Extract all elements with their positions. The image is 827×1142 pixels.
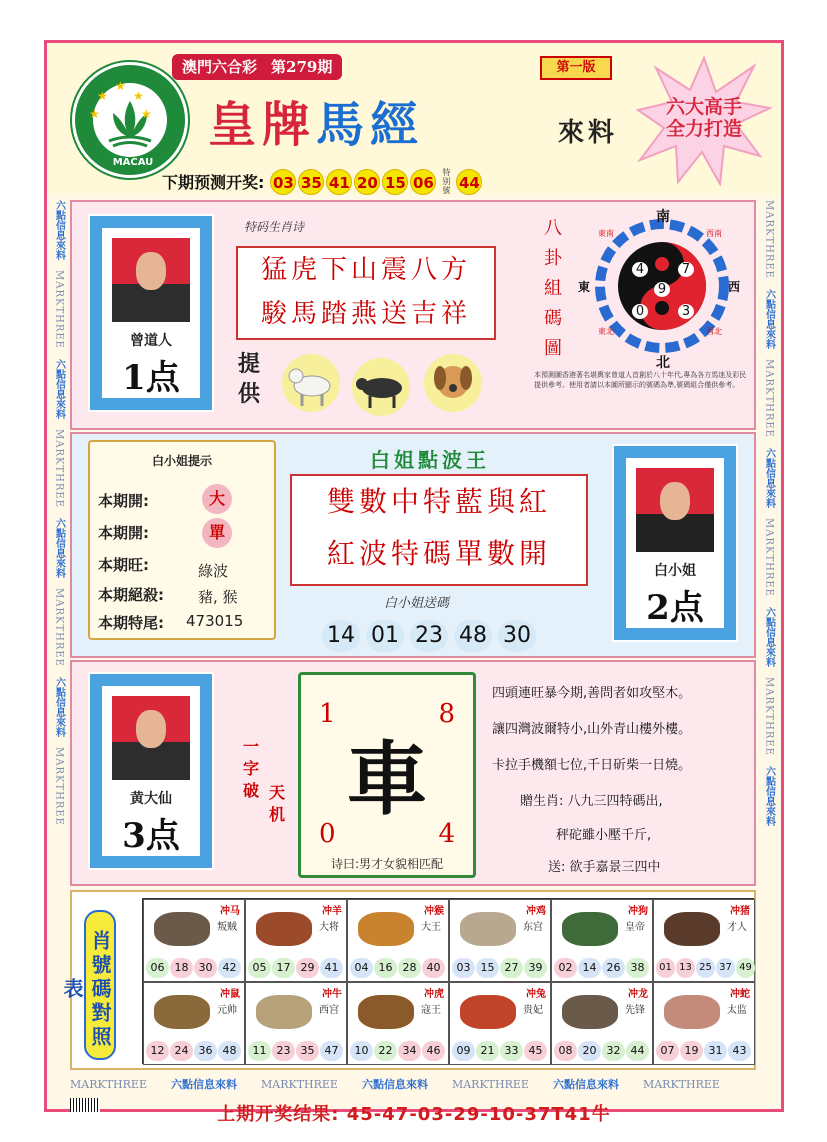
- zodiac-number: 14: [578, 958, 601, 978]
- zodiac-numbers: [248, 1041, 343, 1061]
- ox-icon: [352, 358, 410, 416]
- star-icon: ★: [97, 89, 108, 103]
- zodiac-cell: [347, 899, 449, 982]
- zodiac-number: 10: [350, 1041, 373, 1061]
- portrait-photo: [112, 238, 190, 322]
- bagua-number: 4: [632, 262, 648, 277]
- zodiac-title: 叛贼: [217, 922, 237, 933]
- monkey-icon: [358, 995, 414, 1029]
- burst-line-1: 六大高手: [665, 96, 742, 118]
- zodiac-numbers: [350, 958, 445, 978]
- strip-brand-cn: 六點信息來料: [170, 1078, 237, 1091]
- sidebar-brand-en: MARKTHREE: [763, 676, 775, 756]
- zodiac-number: 25: [696, 958, 715, 978]
- card-corner-bl: 0: [319, 819, 336, 849]
- issue-banner: [172, 54, 342, 80]
- zodiac-number: 40: [422, 958, 445, 978]
- zodiac-clash: 冲狗: [628, 906, 648, 917]
- dog-icon: [562, 995, 618, 1029]
- zodiac-cell: [245, 982, 347, 1065]
- result-label: 上期开奖结果:: [217, 1104, 340, 1125]
- zodiac-number: 20: [578, 1041, 601, 1061]
- sidebar-brand-cn: 六點信息來料: [763, 288, 775, 349]
- zodiac-cell: [143, 982, 245, 1065]
- title-part-red: 皇牌: [208, 97, 317, 153]
- zodiac-numbers: [350, 1041, 445, 1061]
- rat-icon: [154, 912, 210, 946]
- zodiac-clash: 冲龙: [628, 989, 648, 1000]
- bagua-sw: 西南: [706, 229, 722, 238]
- bagua-se: 東南: [598, 229, 614, 238]
- zodiac-number: 43: [728, 1041, 751, 1061]
- sidebar-brand-en: MARKTHREE: [53, 587, 65, 667]
- poem-line: 四頭連旺暴今期,善問者如攻堅木。: [492, 686, 692, 701]
- zodiac-number: 27: [500, 958, 523, 978]
- poem-line: 贈生肖: 八九三四特碼出,: [520, 794, 663, 809]
- zodiac-numbers: [554, 1041, 649, 1061]
- poem-line: 卡拉手機額七位,千日斫柴一日燒。: [492, 758, 692, 773]
- hint-label: 本期開:: [98, 492, 149, 510]
- zodiac-numbers: [248, 958, 343, 978]
- number-ball: 14: [322, 620, 360, 652]
- card-corner-tl: 1: [319, 699, 336, 729]
- bagua-west: 西: [728, 280, 741, 294]
- portrait-inner: [626, 458, 724, 628]
- zodiac-clash: 冲羊: [322, 906, 342, 917]
- zodiac-number: 12: [146, 1041, 169, 1061]
- bagua-number: 0: [632, 304, 648, 319]
- zodiac-number: 22: [374, 1041, 397, 1061]
- zodiac-clash: 冲虎: [424, 989, 444, 1000]
- portrait-card: [88, 214, 214, 412]
- goat-icon: [256, 995, 312, 1029]
- lottery-name: 澳門六合彩: [182, 58, 258, 76]
- character-card: [298, 672, 476, 878]
- emblem-caption: MACAU: [112, 157, 154, 168]
- zodiac-number: 04: [350, 958, 373, 978]
- zodiac-number: 36: [194, 1041, 217, 1061]
- dragon-icon: [562, 912, 618, 946]
- zodiac-number: 19: [680, 1041, 703, 1061]
- zodiac-grid: [142, 898, 754, 1064]
- zodiac-number: 30: [194, 958, 217, 978]
- zodiac-number: 42: [218, 958, 241, 978]
- bagua-number: 9: [654, 282, 670, 297]
- poem-line-1: 猛虎下山震八方: [260, 255, 471, 285]
- goat-icon: [282, 354, 340, 412]
- burst-line-2: 全力打造: [665, 118, 742, 140]
- zodiac-number: 29: [296, 958, 319, 978]
- zodiac-title: 元帅: [217, 1005, 237, 1016]
- number-ball: 23: [410, 620, 448, 652]
- sidebar-brand-cn: 六點信息來料: [763, 606, 775, 667]
- right-sidebar: [758, 200, 780, 1080]
- zodiac-clash: 冲牛: [322, 989, 342, 1000]
- person-name: 黄大仙: [130, 791, 172, 807]
- zodiac-numbers: [452, 958, 547, 978]
- side-text-1: 一字破: [242, 737, 259, 800]
- bagua-number: 7: [678, 262, 694, 277]
- prediction-label: 下期预测开奖:: [162, 173, 265, 192]
- zodiac-title: 东宫: [523, 922, 543, 933]
- prediction-ball: 20: [354, 169, 380, 195]
- zodiac-title: 太监: [727, 1005, 747, 1016]
- card-poem: 诗曰:男才女貌相匹配: [330, 857, 444, 871]
- prediction-ball: 15: [382, 169, 408, 195]
- card-corner-br: 4: [438, 819, 455, 849]
- zodiac-number: 24: [170, 1041, 193, 1061]
- zodiac-numbers: [452, 1041, 547, 1061]
- zodiac-number: 13: [676, 958, 695, 978]
- hint-label: 本期絕殺:: [98, 586, 164, 604]
- sidebar-brand-cn: 六點信息來料: [53, 676, 65, 737]
- bagua-title: 八卦組碼圖: [544, 218, 562, 359]
- footer-result: [44, 1100, 784, 1126]
- zodiac-clash: 冲兔: [526, 989, 546, 1000]
- zodiac-clash: 冲猪: [730, 906, 750, 917]
- zodiac-cell: [449, 899, 551, 982]
- zodiac-number: 11: [248, 1041, 271, 1061]
- ox-icon: [256, 912, 312, 946]
- sidebar-brand-en: MARKTHREE: [53, 270, 65, 349]
- zodiac-number: 48: [218, 1041, 241, 1061]
- person-score: 3点: [122, 816, 180, 856]
- star-icon: ★: [141, 107, 152, 121]
- zodiac-clash: 冲蛇: [730, 989, 750, 1000]
- zodiac-number: 16: [374, 958, 397, 978]
- result-numbers: 45-47-03-29-10-37T41牛: [346, 1104, 611, 1125]
- left-sidebar: [48, 200, 70, 1080]
- title-part-blue: 馬經: [316, 97, 425, 153]
- person-score: 1点: [122, 358, 180, 398]
- zodiac-number: 46: [422, 1041, 445, 1061]
- hint-value: 綠波: [198, 562, 229, 580]
- bagua-ne: 東北: [598, 327, 614, 336]
- poem-line-1: 雙數中特藍與紅: [326, 485, 551, 518]
- zodiac-cell: [245, 899, 347, 982]
- zodiac-number: 41: [320, 958, 343, 978]
- face: [660, 482, 690, 520]
- zodiac-number: 49: [736, 958, 755, 978]
- bagua-nw: 西北: [706, 327, 722, 336]
- portrait-inner: [102, 228, 200, 398]
- face: [136, 252, 166, 290]
- zodiac-number: 33: [500, 1041, 523, 1061]
- zodiac-clash: 冲猴: [424, 906, 444, 917]
- prediction-row: [162, 168, 482, 195]
- zodiac-cell: [653, 899, 755, 982]
- zodiac-title: 才人: [727, 922, 747, 933]
- zodiac-cell: [347, 982, 449, 1065]
- zodiac-number: 32: [602, 1041, 625, 1061]
- portrait-inner: [102, 686, 200, 856]
- prediction-ball: 03: [270, 169, 296, 195]
- poem-line: 讓四灣波爾特小,山外青山樓外樓。: [492, 722, 692, 737]
- strip-brand-cn: 六點信息來料: [361, 1078, 428, 1091]
- zodiac-cell: [551, 982, 653, 1065]
- hint-label: 本期旺:: [98, 556, 149, 574]
- zodiac-number: 21: [476, 1041, 499, 1061]
- strip-brand-en: MARKTHREE: [642, 1077, 720, 1091]
- star-icon: ★: [89, 107, 100, 121]
- hint-box: [88, 440, 276, 640]
- hint-label: 本期特尾:: [98, 614, 164, 632]
- portrait-card: [88, 672, 214, 870]
- zodiac-poem-box: [236, 246, 496, 340]
- face: [136, 710, 166, 748]
- poem-line-2: 紅波特碼單數開: [326, 537, 551, 570]
- sidebar-brand-cn: 六點信息來料: [53, 517, 65, 578]
- sidebar-brand-cn: 六點信息來料: [53, 200, 65, 260]
- zodiac-number: 01: [656, 958, 675, 978]
- zodiac-title: 大王: [421, 922, 441, 933]
- sidebar-brand-en: MARKTHREE: [763, 358, 775, 438]
- hint-value-ball: 單: [202, 518, 232, 548]
- main-title: [208, 86, 424, 155]
- star-icon: ★: [133, 89, 144, 103]
- strip-brand-cn: 六點信息來料: [552, 1078, 619, 1091]
- burst-slogan: [646, 96, 762, 140]
- portrait-card: [612, 444, 738, 642]
- prediction-ball: 06: [410, 169, 436, 195]
- zodiac-title: 西宫: [319, 1005, 339, 1016]
- zodiac-number: 38: [626, 958, 649, 978]
- edition-badge: 第一版: [540, 56, 612, 80]
- zodiac-number: 03: [452, 958, 475, 978]
- card-character: 車: [347, 732, 427, 826]
- send-label: 白小姐送碼: [384, 596, 450, 611]
- poem-line: 送: 欲手嘉景三四中: [548, 860, 661, 875]
- sidebar-brand-cn: 六點信息來料: [763, 447, 775, 508]
- poem-caption: 特码生肖诗: [244, 220, 305, 234]
- zodiac-cell: [551, 899, 653, 982]
- special-label: 特别號: [442, 168, 451, 195]
- rabbit-icon: [460, 912, 516, 946]
- portrait-photo: [636, 468, 714, 552]
- zodiac-number: 06: [146, 958, 169, 978]
- zodiac-numbers: [656, 958, 755, 978]
- zodiac-number: 35: [296, 1041, 319, 1061]
- center-title: 白姐點波王: [370, 448, 490, 472]
- snake-icon: [664, 912, 720, 946]
- number-ball: 01: [366, 620, 404, 652]
- person-name: 白小姐: [654, 563, 696, 579]
- zodiac-cell: [653, 982, 755, 1065]
- zodiac-label: 肖號碼對照表: [84, 910, 116, 1060]
- zodiac-title: 先锋: [625, 1005, 645, 1016]
- zodiac-title: 皇帝: [625, 922, 645, 933]
- bagua-east: 東: [578, 280, 591, 294]
- zodiac-number: 18: [170, 958, 193, 978]
- bagua-north: 北: [656, 355, 670, 371]
- macau-emblem: [72, 62, 188, 178]
- zodiac-clash: 冲马: [220, 906, 240, 917]
- hint-label: 本期開:: [98, 524, 149, 542]
- special-ball: 44: [456, 169, 482, 195]
- zodiac-clash: 冲鼠: [220, 989, 240, 1000]
- zodiac-title: 大将: [319, 922, 339, 933]
- provide-label: 提供: [238, 352, 261, 407]
- hint-value: 豬, 猴: [198, 588, 238, 606]
- pig-icon: [664, 995, 720, 1029]
- zodiac-number: 17: [272, 958, 295, 978]
- prediction-ball: 35: [298, 169, 324, 195]
- number-ball: 48: [454, 620, 492, 652]
- zodiac-cell: [449, 982, 551, 1065]
- dog-icon: [424, 354, 482, 412]
- zodiac-title: 贵妃: [523, 1005, 543, 1016]
- zodiac-number: 39: [524, 958, 547, 978]
- hint-value-ball: 大: [202, 484, 232, 514]
- zodiac-number: 47: [320, 1041, 343, 1061]
- strip-brand-en: MARKTHREE: [260, 1077, 338, 1091]
- strip-brand-en: MARKTHREE: [451, 1077, 529, 1091]
- person-name: 曾道人: [130, 333, 172, 349]
- zodiac-number: 05: [248, 958, 271, 978]
- strip-brand-en: MARKTHREE: [70, 1077, 147, 1091]
- zodiac-number: 28: [398, 958, 421, 978]
- bai-numbers: [322, 620, 536, 652]
- zodiac-numbers: [146, 1041, 241, 1061]
- zodiac-title: 寇王: [421, 1005, 441, 1016]
- wave-poem-box: [290, 474, 588, 586]
- prediction-ball: 41: [326, 169, 352, 195]
- sidebar-brand-en: MARKTHREE: [763, 517, 775, 597]
- zodiac-numbers: [146, 958, 241, 978]
- zodiac-number: 26: [602, 958, 625, 978]
- zodiac-numbers: [554, 958, 649, 978]
- zodiac-number: 15: [476, 958, 499, 978]
- zodiac-number: 31: [704, 1041, 727, 1061]
- tiger-icon: [358, 912, 414, 946]
- person-score: 2点: [646, 588, 704, 628]
- zodiac-number: 44: [626, 1041, 649, 1061]
- sidebar-brand-en: MARKTHREE: [53, 746, 65, 826]
- bagua-note: 本預測圖香港著名堪輿家曾道人首創於八十年代,專為各方馬迷及彩民提供參考。使用者請以本圖所顯示的號碼為準,號碼組合僅供參考。: [534, 371, 747, 389]
- issue-number: 第279期: [271, 58, 333, 76]
- poem-line: 秤砣雖小壓千斤,: [556, 828, 652, 843]
- horse-icon: [154, 995, 210, 1029]
- number-ball: 30: [498, 620, 536, 652]
- bagua-south: 南: [656, 209, 670, 225]
- bagua-number: 3: [678, 304, 694, 319]
- sidebar-brand-en: MARKTHREE: [53, 428, 65, 508]
- sidebar-brand-cn: 六點信息來料: [763, 765, 775, 826]
- card-corner-tr: 8: [438, 699, 455, 729]
- poem-line-2: 駿馬踏燕送吉祥: [260, 299, 471, 329]
- star-icon: ★: [115, 79, 126, 93]
- zodiac-numbers: [656, 1041, 751, 1061]
- hint-title: 白小姐提示: [151, 454, 212, 468]
- sidebar-brand-en: MARKTHREE: [763, 200, 775, 279]
- zodiac-number: 07: [656, 1041, 679, 1061]
- portrait-photo: [112, 696, 190, 780]
- zodiac-number: 45: [524, 1041, 547, 1061]
- side-text-2: 天机: [268, 783, 285, 824]
- zodiac-number: 23: [272, 1041, 295, 1061]
- zodiac-cell: [143, 899, 245, 982]
- subtitle: 來料: [558, 118, 619, 148]
- zodiac-clash: 冲鸡: [526, 906, 546, 917]
- zodiac-number: 02: [554, 958, 577, 978]
- zodiac-number: 09: [452, 1041, 475, 1061]
- bottom-strip: [70, 1074, 756, 1094]
- zodiac-number: 34: [398, 1041, 421, 1061]
- hint-value: 473015: [186, 612, 244, 630]
- zodiac-number: 08: [554, 1041, 577, 1061]
- rooster-icon: [460, 995, 516, 1029]
- zodiac-number: 37: [716, 958, 735, 978]
- sidebar-brand-cn: 六點信息來料: [53, 358, 65, 419]
